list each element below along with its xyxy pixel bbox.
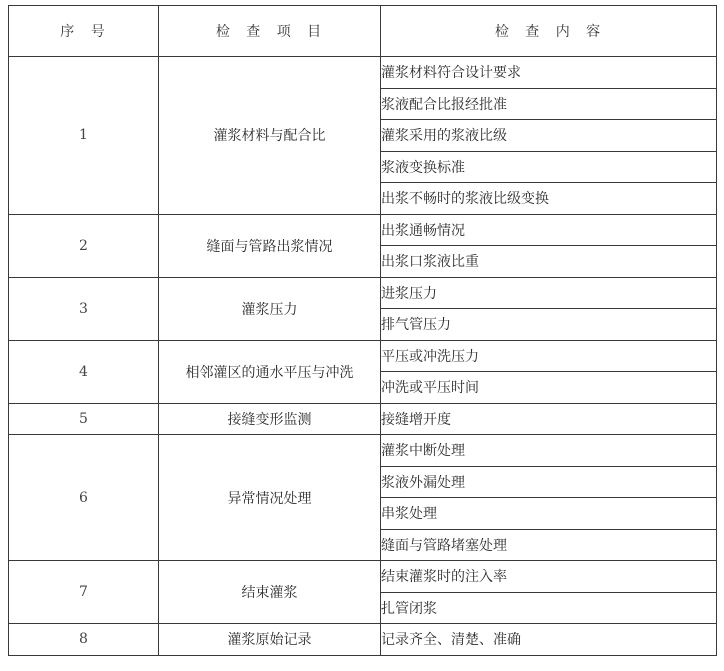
inspection-content-cell: 接缝增开度	[381, 403, 717, 435]
serial-number-cell: 5	[9, 403, 159, 435]
inspection-content-cell: 浆液外漏处理	[381, 466, 717, 498]
inspection-item-cell: 相邻灌区的通水平压与冲洗	[159, 340, 381, 403]
inspection-content-cell: 排气管压力	[381, 309, 717, 341]
inspection-content-cell: 平压或冲洗压力	[381, 340, 717, 372]
table-row	[9, 561, 717, 593]
inspection-item-cell: 接缝变形监测	[159, 403, 381, 435]
inspection-table	[8, 5, 717, 656]
inspection-item-cell: 结束灌浆	[159, 561, 381, 624]
header-serial-number: 序 号	[9, 6, 159, 57]
inspection-item-cell: 灌浆材料与配合比	[159, 57, 381, 215]
inspection-content-cell: 灌浆材料符合设计要求	[381, 57, 717, 89]
serial-number-cell: 6	[9, 435, 159, 561]
serial-number-cell: 3	[9, 277, 159, 340]
header-inspection-item: 检 查 项 目	[159, 6, 381, 57]
table-row	[9, 435, 717, 467]
inspection-content-cell: 冲洗或平压时间	[381, 372, 717, 404]
table-row	[9, 277, 717, 309]
table-row	[9, 214, 717, 246]
inspection-item-cell: 灌浆压力	[159, 277, 381, 340]
inspection-content-cell: 进浆压力	[381, 277, 717, 309]
serial-number-cell: 7	[9, 561, 159, 624]
table-row	[9, 57, 717, 89]
serial-number-cell: 2	[9, 214, 159, 277]
inspection-content-cell: 浆液变换标准	[381, 151, 717, 183]
header-inspection-content: 检 查 内 容	[381, 6, 717, 57]
inspection-content-cell: 结束灌浆时的注入率	[381, 561, 717, 593]
serial-number-cell: 8	[9, 624, 159, 656]
inspection-content-cell: 出浆不畅时的浆液比级变换	[381, 183, 717, 215]
table-row	[9, 340, 717, 372]
table-row	[9, 403, 717, 435]
inspection-content-cell: 缝面与管路堵塞处理	[381, 529, 717, 561]
header-row	[9, 6, 717, 57]
serial-number-cell: 4	[9, 340, 159, 403]
inspection-content-cell: 出浆口浆液比重	[381, 246, 717, 278]
inspection-item-cell: 缝面与管路出浆情况	[159, 214, 381, 277]
inspection-content-cell: 出浆通畅情况	[381, 214, 717, 246]
inspection-content-cell: 扎管闭浆	[381, 592, 717, 624]
inspection-content-cell: 记录齐全、清楚、准确	[381, 624, 717, 656]
serial-number-cell: 1	[9, 57, 159, 215]
inspection-content-cell: 浆液配合比报经批准	[381, 88, 717, 120]
table-row	[9, 624, 717, 656]
inspection-content-cell: 串浆处理	[381, 498, 717, 530]
inspection-item-cell: 灌浆原始记录	[159, 624, 381, 656]
inspection-item-cell: 异常情况处理	[159, 435, 381, 561]
inspection-content-cell: 灌浆中断处理	[381, 435, 717, 467]
inspection-content-cell: 灌浆采用的浆液比级	[381, 120, 717, 152]
